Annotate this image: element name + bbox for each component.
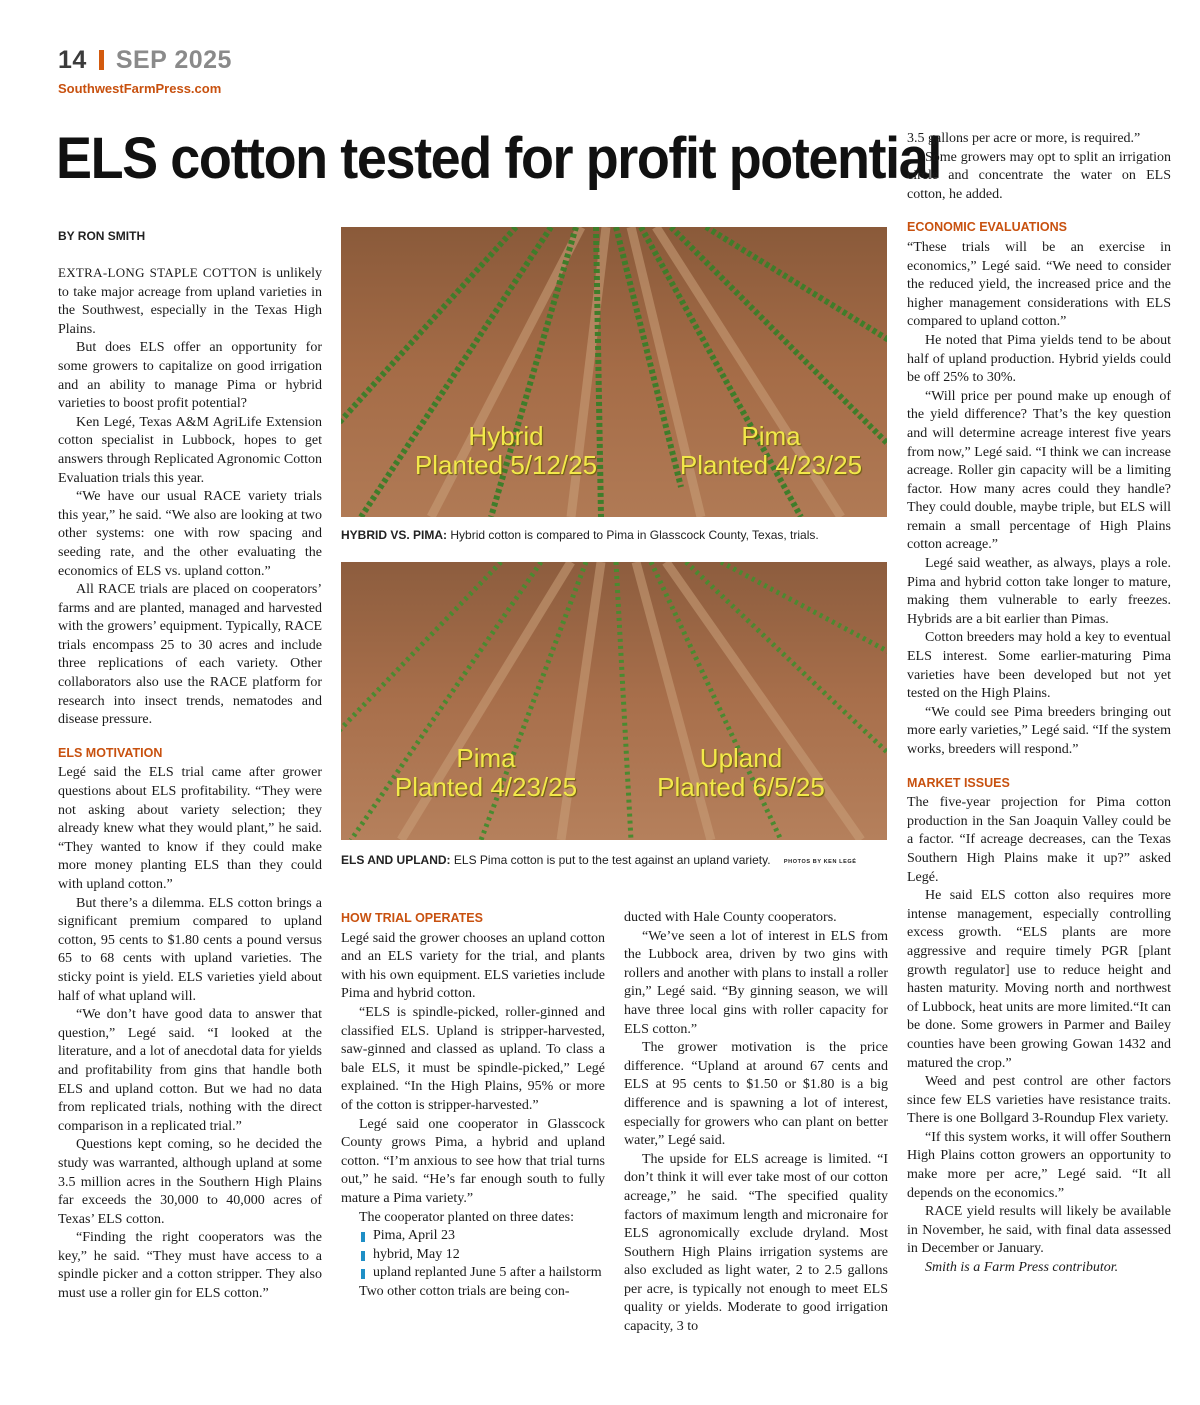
list-item: Pima, April 23	[361, 1227, 605, 1246]
label-variety: Pima	[456, 743, 516, 773]
paragraph: “ELS is spindle-picked, roller-ginned and classified ELS. Upland is stripper-harvested, saw-ginned and classed as upland. To class a bale ELS, it must be spindle-picked,” Legé explained. “In the High Plains, 95% or more of the cotton is stripper-harvested.”	[341, 1004, 605, 1113]
section-heading: HOW TRIAL OPERATES	[341, 911, 483, 925]
byline: BY RON SMITH	[58, 229, 146, 243]
paragraph: Questions kept coming, so he decided the study was warranted, although upland at some 3.5 million acres in the Southern High Plains far exceeds the 30,000 to 40,000 acres of Texas’ ELS cotton.	[58, 1137, 322, 1227]
paragraph: RACE yield results will likely be available in November, he said, with final data assessed in December or January.	[907, 1204, 1171, 1257]
planting-dates-list	[361, 1227, 605, 1283]
paragraph: Ken Legé, Texas A&M AgriLife Extension cotton specialist in Lubbock, hopes to get answers through Replicated Agronomic Cotton Evaluation trials this year.	[58, 414, 322, 486]
label-date: Planted 5/12/25	[414, 450, 598, 480]
paragraph: But does ELS offer an opportunity for some growers to capitalize on good irrigation and an ability to manage Pima or hybrid varieties to boost profit potential?	[58, 340, 322, 412]
photo-hybrid-vs-pima	[341, 227, 887, 517]
section-heading: ECONOMIC EVALUATIONS	[907, 220, 1067, 235]
paragraph: The five-year projection for Pima cotton production in the San Joaquin Valley could be a factor. “If acreage decreases, can the Texas Southern High Plains make it up?” asked Legé.	[907, 795, 1171, 885]
lead-caps: EXTRA-LONG STAPLE COTTON	[58, 265, 258, 280]
page-number: 14	[58, 46, 87, 74]
paragraph: He noted that Pima yields tend to be about half of upland production. Hybrid yields could be off 25% to 30%.	[907, 332, 1171, 386]
paragraph: “We’ve seen a lot of interest in ELS from the Lubbock area, driven by two gins with rollers and another with plans to install a roller gin,” Legé said. “By ginning season, we will have three local gins with roller capacity for ELS cotton.”	[624, 928, 888, 1037]
paragraph: Legé said one cooperator in Glasscock County grows Pima, a hybrid and upland cotton. “I’m anxious to see how that trial turns out,” he said. “He’s far enough south to fully mature a Pima variety.”	[341, 1116, 605, 1206]
label-date: Planted 6/5/25	[657, 772, 825, 802]
folio-divider	[99, 50, 104, 70]
list-item: hybrid, May 12	[361, 1246, 605, 1265]
photo-credit: PHOTOS BY KEN LEGÉ	[783, 859, 857, 865]
paragraph: But there’s a dilemma. ELS cotton brings a significant premium compared to upland cotton, 95 cents to $1.80 cents a pound versus 65 to 68 cents with upland varieties. The sticky point is yield. ELS varieties yield about half of what upland will.	[58, 895, 322, 1004]
column-2	[341, 909, 605, 1301]
label-variety: Hybrid	[468, 421, 544, 451]
list-item: upland replanted June 5 after a hailstorm	[361, 1264, 605, 1283]
paragraph: Some growers may opt to split an irrigation circle and concentrate the water on ELS cotton, he added.	[907, 149, 1171, 202]
paragraph: ducted with Hale County cooperators.	[624, 910, 837, 925]
folio	[58, 46, 232, 75]
paragraph: “We could see Pima breeders bringing out more early varieties,” Legé said. “If the system works, breeders will respond.”	[907, 704, 1171, 757]
column-4	[907, 130, 1171, 1278]
label-variety: Pima	[741, 421, 801, 451]
paragraph: “We don’t have good data to answer that question,” Legé said. “I looked at the literature, and a lot of anecdotal data for yields and profitability from gins that handle both ELS and upland cotton. But we had no data from replicated trials, nothing with the direct comparison in a replicated trial.”	[58, 1007, 322, 1134]
photo-label	[401, 422, 611, 480]
headline: ELS cotton tested for profit potential	[56, 126, 941, 191]
section-heading: ELS MOTIVATION	[58, 745, 163, 760]
caption-text: ELS Pima cotton is put to the test against an upland variety.	[453, 853, 771, 867]
photo-els-and-upland	[341, 562, 887, 840]
paragraph: The upside for ELS acreage is limited. “I don’t think it will ever take most of our cotton acreage,” he said. “The specified quality factors of maximum length and micronaire for ELS agronomically exclude dryland. Most Southern High Plains irrigation systems are also excluded as light water, 2 to 2.5 gallons per acre, is typically not enough to meet ELS quality or yields. Moderate to good irrigation capacity, 3 to	[624, 1151, 888, 1335]
label-date: Planted 4/23/25	[679, 450, 863, 480]
photo-label	[361, 744, 611, 802]
caption-lead: ELS AND UPLAND:	[341, 853, 451, 867]
caption-text: Hybrid cotton is compared to Pima in Glasscock County, Texas, trials.	[450, 528, 819, 542]
paragraph: “If this system works, it will offer Southern High Plains cotton growers an opportunity to make more per acre,” Legé said. “It all depends on the economics.”	[907, 1129, 1171, 1201]
paragraph: The cooperator planted on three dates:	[359, 1209, 574, 1225]
photo-label	[626, 744, 856, 802]
label-date: Planted 4/23/25	[394, 772, 578, 802]
paragraph: Weed and pest control are other factors since few ELS varieties have resistance traits. There is one Bollgard 3-Roundup Flex variety.	[907, 1074, 1171, 1127]
paragraph: “Will price per pound make up enough of the yield difference? That’s the key question and will determine acreage interest five years from now,” Legé said. “I think we can increase acreage. Roller gin capacity will be a limiting factor. How many acres could they handle? They could double, maybe triple, but ELS will remain a small percentage of High Plains cotton acreage.”	[907, 388, 1171, 553]
section-heading: MARKET ISSUES	[907, 775, 1010, 790]
paragraph: The grower motivation is the price difference. “Upland at around 67 cents and ELS at 95 cents to $1.50 or $1.80 is a big difference and is spawning a lot of interest, especially for growers who can plant on better water,” Legé said.	[624, 1040, 888, 1149]
caption-lead: HYBRID VS. PIMA:	[341, 528, 448, 542]
paragraph: 3.5 gallons per acre or more, is required.”	[907, 131, 1141, 146]
column-1	[58, 264, 322, 1304]
paragraph: “Finding the right cooperators was the key,” he said. “They must have access to a spindle picker and a cotton stripper. They also must use a roller gin for ELS cotton.”	[58, 1230, 322, 1302]
paragraph: He said ELS cotton also requires more intense management, especially controlling excess growth. “ELS plants are more aggressive and require timely PGR [plant growth regulator] use to reduce height and hasten maturity. Moving north and northwest of Lubbock, heat units are more limited.“It can be done. Some growers in Parmer and Bailey counties have been growing Gowan 1432 and matured the crop.”	[907, 888, 1171, 1071]
paragraph: All RACE trials are placed on cooperators’ farms and are planted, managed and harvested with the growers’ equipment. Typically, RACE trials encompass 25 to 30 acres and include three replications of each variety. Other collaborators also use the RACE platform for research into insect trends, nematodes and disease pressure.	[58, 582, 322, 728]
author-credit: Smith is a Farm Press contributor.	[925, 1260, 1119, 1276]
photo-caption	[341, 528, 887, 542]
paragraph: “We have our usual RACE variety trials this year,” he said. “We also are looking at two other systems: one with row spacing and seeding rate, and the other evaluating the economics of ELS vs. upland cotton.”	[58, 489, 322, 579]
paragraph: Legé said weather, as always, plays a role. Pima and hybrid cotton take longer to mature, making them vulnerable to early freezes. Hybrids are a bit earlier than Pimas.	[907, 556, 1171, 627]
photo-label	[656, 422, 886, 480]
site-url[interactable]: SouthwestFarmPress.com	[58, 81, 222, 96]
paragraph: Cotton breeders may hold a key to eventual ELS interest. Some earlier-maturing Pima varieties have been developed but not yet tested on the High Plains.	[907, 630, 1171, 702]
paragraph: Legé said the grower chooses an upland cotton and an ELS variety for the trial, and plants with his own equipment. ELS varieties include Pima and hybrid cotton.	[341, 930, 605, 1002]
lead-paragraph	[58, 264, 322, 339]
photo-caption	[341, 853, 887, 867]
label-variety: Upland	[699, 743, 783, 773]
column-3	[624, 909, 888, 1337]
issue-date: SEP 2025	[115, 46, 232, 74]
lead-text: is unlikely to take major acreage from upland varieties in the Southwest, especially in the Texas High Plains.	[58, 266, 322, 337]
paragraph: “These trials will be an exercise in economics,” Legé said. “We need to consider the reduced yield, the increased price and the higher management considerations with ELS compared to upland cotton.”	[907, 239, 1171, 330]
paragraph: Two other cotton trials are being con-	[359, 1283, 570, 1299]
paragraph: Legé said the ELS trial came after grower questions about ELS profitability. “They were not asking about variety selection; they already knew what they would plant,” he said. “They wanted to know if they could make more money planting ELS than they could with upland cotton.”	[58, 765, 322, 892]
